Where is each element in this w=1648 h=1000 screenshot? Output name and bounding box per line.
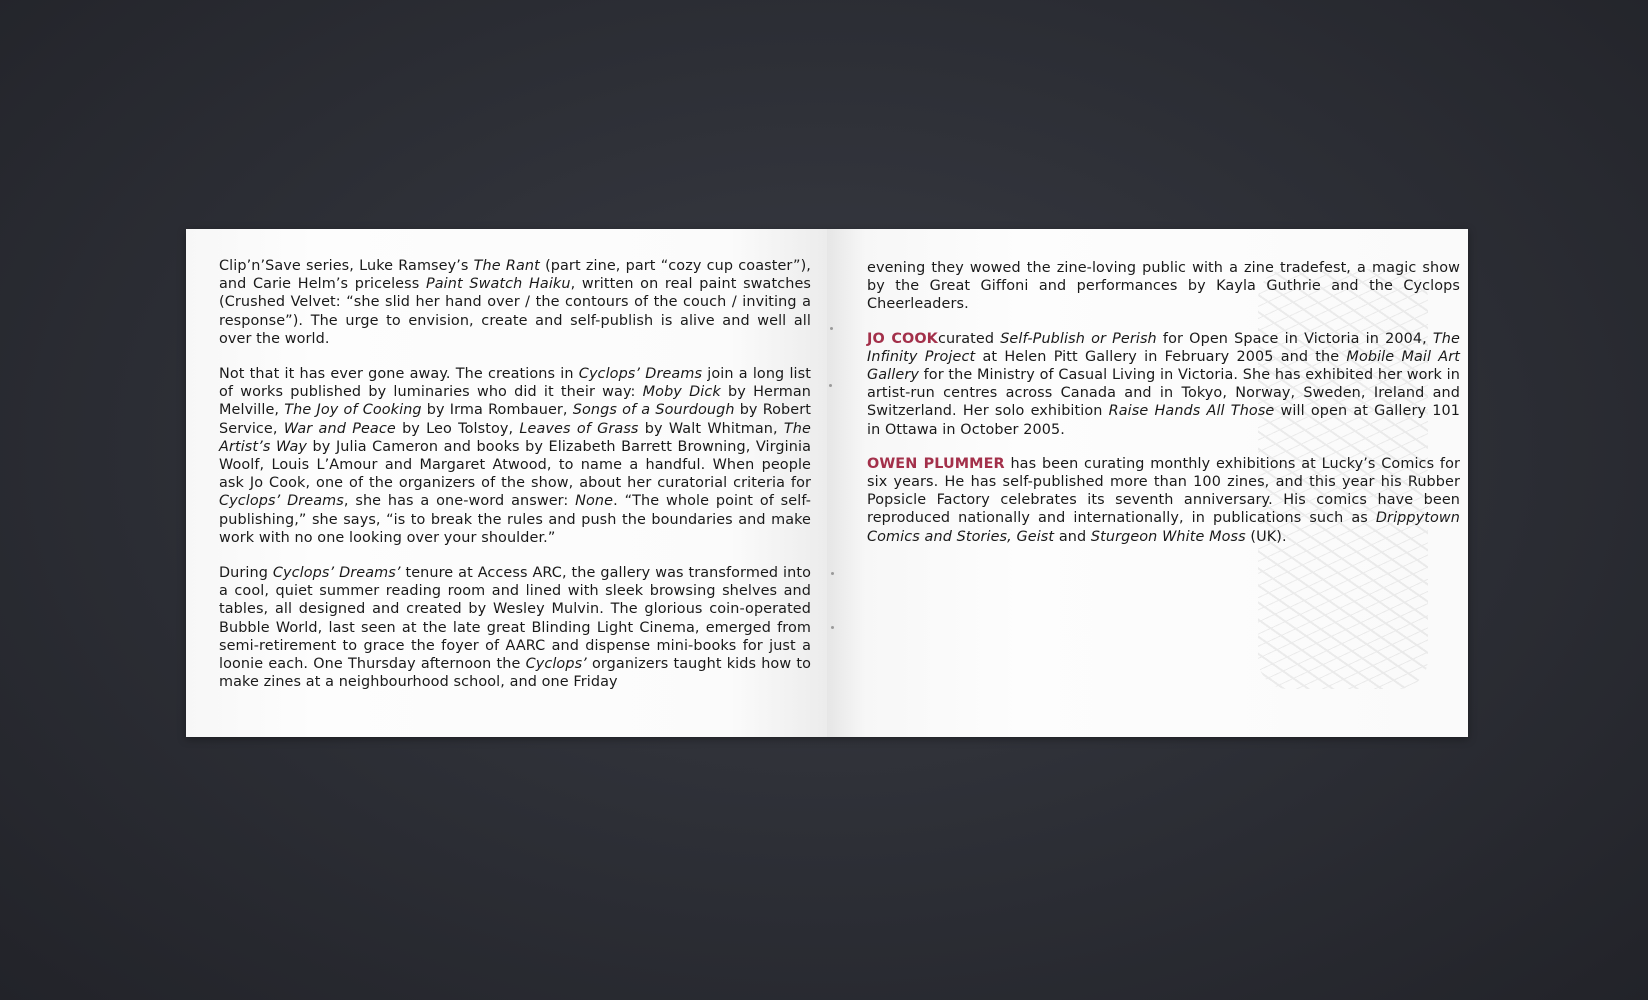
left-page-text-column bbox=[219, 257, 811, 708]
text-run: Not that it has ever gone away. The creations in bbox=[219, 366, 579, 383]
bio-owen-plummer bbox=[867, 455, 1460, 546]
person-name: JO COOK bbox=[867, 330, 938, 347]
italic-title: Sturgeon White Moss bbox=[1090, 528, 1246, 545]
text-run: by Irma Rombauer, bbox=[421, 402, 573, 419]
text-run: and bbox=[1054, 528, 1091, 545]
text-run: . “The whole point of self-publishing,” she says, “is to break the rules and push the boundaries and make work with no one looking over your shoulder.” bbox=[219, 493, 812, 546]
text-run: , written on real paint swatches (Crushed Velvet: “she slid her hand over / the contours of the couch / inviting a response”). The urge to envision, create and self-publish is alive and well all over the world. bbox=[219, 276, 811, 347]
italic-title: The Infinity Project bbox=[867, 330, 1460, 365]
person-name: OWEN PLUMMER bbox=[867, 455, 1005, 472]
left-page bbox=[186, 229, 827, 737]
text-run: join a long list of works published by luminaries who did it their way: bbox=[219, 366, 811, 401]
binding-mark bbox=[830, 327, 833, 330]
text-run: for the Ministry of Casual Living in Victoria. She has exhibited her work in artist-run centres across Canada and in Tokyo, Norway, Sweden, Ireland and Switzerland. Her solo exhibition bbox=[867, 367, 1460, 420]
booklet-spread bbox=[186, 229, 1468, 737]
italic-title: Paint Swatch Haiku bbox=[425, 276, 571, 293]
italic-title: Cyclops’ Dreams bbox=[219, 493, 344, 510]
binding-mark bbox=[829, 384, 832, 387]
italic-title: Songs of a Sourdough bbox=[572, 402, 735, 419]
text-run: tenure at Access ARC, the gallery was transformed into a cool, quiet summer reading room and lined with sleek browsing shelves and tables, all designed and created by Wesley Mulvin. The glorious coin-operated Bubble World, last seen at the late great Blinding Light Cinema, emerged from semi-retirement to grace the foyer of AARC and dispense mini-books for just a loonie each. One Thursday afternoon the bbox=[219, 565, 812, 673]
text-run: curated bbox=[937, 330, 1001, 347]
binding-mark bbox=[831, 572, 834, 575]
text-run: at Helen Pitt Gallery in February 2005 and the bbox=[975, 348, 1347, 365]
italic-title: Cyclops’ Dreams’ bbox=[272, 565, 401, 582]
text-run: (part zine, part “cozy cup coaster”), and Carie Helm’s priceless bbox=[219, 258, 811, 293]
right-page-text-column bbox=[867, 259, 1460, 562]
italic-title: Cyclops’ bbox=[525, 656, 587, 673]
italic-title: War and Peace bbox=[283, 420, 396, 437]
text-run: for Open Space in Victoria in 2004, bbox=[1156, 330, 1433, 347]
italic-title: Cyclops’ Dreams bbox=[578, 366, 703, 383]
text-run: evening they wowed the zine-loving public with a zine tradefest, a magic show by the Great Giffoni and performances by Kayla Guthrie and the Cyclops Cheerleaders. bbox=[867, 260, 1460, 313]
italic-title: Self-Publish or Perish bbox=[1000, 330, 1157, 347]
italic-title: None bbox=[575, 493, 614, 510]
italic-title: The Artist’s Way bbox=[219, 420, 811, 455]
text-run: , she has a one-word answer: bbox=[343, 493, 576, 510]
paragraph bbox=[867, 259, 1460, 314]
italic-title: Raise Hands All Those bbox=[1108, 403, 1275, 420]
text-run: by Robert Service, bbox=[219, 402, 811, 437]
right-page bbox=[827, 229, 1468, 737]
paragraph bbox=[219, 257, 811, 348]
italic-title: Drippytown Comics and Stories, Geist bbox=[867, 510, 1460, 545]
text-run: Clip’n’Save series, Luke Ramsey’s bbox=[219, 258, 474, 274]
italic-title: The Rant bbox=[473, 258, 540, 274]
text-run: by Herman Melville, bbox=[219, 384, 811, 419]
text-run: During bbox=[219, 565, 273, 582]
text-run: has been curating monthly exhibitions at Lucky’s Comics for six years. He has self-published more than 100 zines, and this year his Rubber Popsicle Factory celebrates its seventh anniversary. His comics have been reproduced nationally and internationally, in publications such as bbox=[867, 455, 1460, 527]
italic-title: Moby Dick bbox=[642, 384, 721, 401]
italic-title: The Joy of Cooking bbox=[284, 402, 422, 419]
italic-title: Mobile Mail Art Gallery bbox=[867, 348, 1460, 384]
text-run: organizers taught kids how to make zines at a neighbourhood school, and one Friday bbox=[219, 656, 811, 691]
paragraph bbox=[219, 564, 811, 691]
binding-mark bbox=[831, 626, 834, 629]
italic-title: Leaves of Grass bbox=[519, 420, 639, 437]
text-run: will open at Gallery 101 in Ottawa in October 2005. bbox=[867, 403, 1461, 438]
paragraph bbox=[219, 365, 811, 547]
bio-jo-cook bbox=[867, 330, 1460, 439]
text-run: by Leo Tolstoy, bbox=[395, 420, 520, 437]
text-run: by Walt Whitman, bbox=[638, 420, 784, 437]
text-run: by Julia Cameron and books by Elizabeth Barrett Browning, Virginia Woolf, Louis L’Amour and Margaret Atwood, to name a handful. When people ask Jo Cook, one of the organizers of the show, about her curatorial criteria for bbox=[219, 438, 811, 492]
text-run: (UK). bbox=[1245, 528, 1287, 545]
